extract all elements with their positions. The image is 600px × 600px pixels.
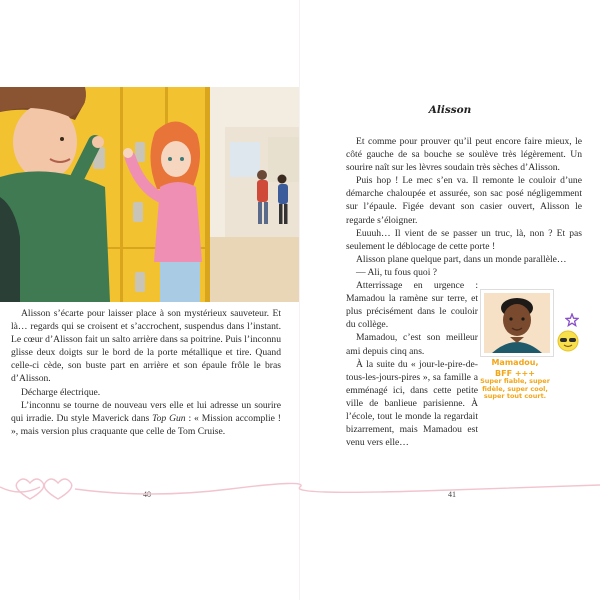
paragraph: Décharge électrique. [21,386,101,398]
film-title: Top Gun [152,412,186,424]
hallway-illustration [0,87,300,302]
character-portrait [481,290,553,356]
page-number-right: 41 [448,490,456,499]
paragraph: Et comme pour prouver qu’il peut encore faire mieux, le côté gauche de sa bouche se soulève très légèrement. Un sourire naît sur les lèvres soudain très sèches d’Alisson. [346,136,582,174]
badge-tagline: BFF +++ [495,369,535,378]
paragraph [11,399,281,438]
paragraph: Euuuh… Il vient de se passer un truc, là, non ? Et pas seulement le déblocage de cette porte ! [346,227,582,252]
paragraph: Atterrissage en urgence : Mamadou la ramène sur terre, et plus précisément dans le couloir du collège. [346,280,478,331]
text-run: : « Mission accomplie ! », mais version plus craquante que celle de Tom Cruise. [11,412,281,437]
paragraph: Puis hop ! Le mec s’en va. Il remonte le couloir d’une démarche chaloupée et assurée, son sac posé négligemment sur l’épaule. Figée devant son casier ouvert, Alisson le regarde s’éloigner. [346,175,582,226]
decorative-wave-border [0,475,600,505]
badge-description: Super fiable, super fidèle, super cool, super tout court. [480,377,550,401]
left-body-text [11,307,281,438]
paragraph: Alisson plane quelque part, dans un monde parallèle… [356,253,567,265]
paragraph: Alisson s’écarte pour laisser place à son mystérieux sauveteur. Et là… regards qui se croisent et s’accrochent, suspendus dans l’instant. Le cœur d’Alisson fait un salto arrière dans sa poitrine. Puis l’inconnu glisse deux doigts sur le bord de la porte métallique et tire. Quand celle-ci cède, son buste part en arrière et son épaule frôle le bras d’Alisson. [11,308,281,385]
sunglasses-emoji-icon [555,330,581,352]
narrow-column [346,266,478,449]
paragraph: — Ali, tu fous quoi ? [356,266,438,278]
badge-name: Mamadou, [491,358,539,367]
star-icon [565,313,579,327]
character-badge [478,290,552,401]
running-head: Alisson [428,104,472,116]
text-run: L’inconnu se tourne de nouveau vers elle et lui adresse un sourire qui irradie. Du style Maverick dans [11,399,281,424]
paragraph: Mamadou, c’est son meilleur ami depuis cinq ans. [346,332,478,357]
paragraph: À la suite du « jour-le-pire-de-tous-les-jours-pires », sa famille a emménagé ici, dans cette petite ville de banlieue parisienne. À l’école, tout le monde la regardait bizarrement, mais Mamadou est venu vers elle… [346,358,478,449]
page-number-left: 40 [143,490,151,499]
